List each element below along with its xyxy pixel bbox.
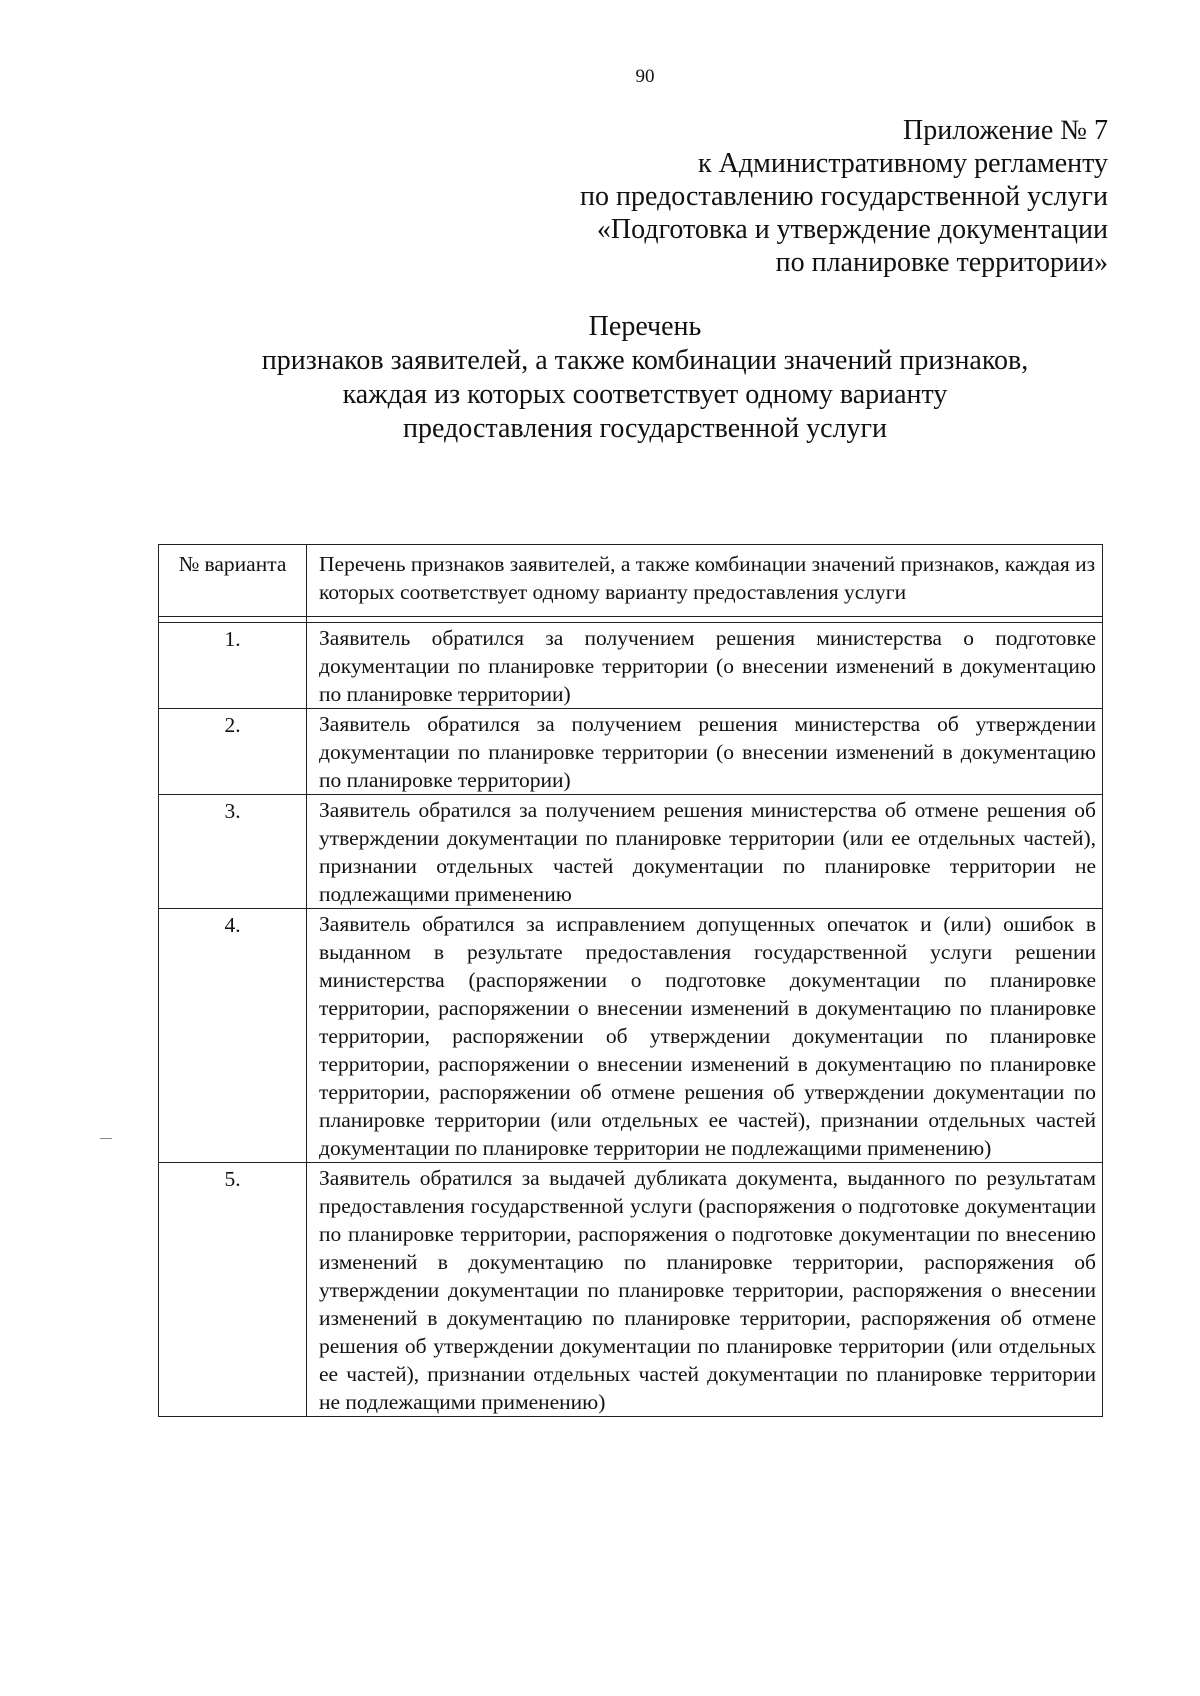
- variant-description: Заявитель обратился за исправлением допущенных опечаток и (или) ошибок в выданном в результате предоставления государственной услуги решении министерства (распоряжении о подготовке документации по планировке территории, распоряжении о внесении изменений в документацию по планировке территории, распоряжении об утверждении документации по планировке территории, распоряжении о внесении изменений в документацию по планировке территории, распоряжении об отмене решения об утверждении документации по планировке территории (или отдельных ее частей), признании отдельных частей документации по планировке территории не подлежащими применению): [307, 909, 1103, 1163]
- header-criteria-list: Перечень признаков заявителей, а также комбинации значений признаков, каждая из которых соответствует одному варианту предоставления услуги: [307, 545, 1103, 617]
- table-row: [159, 623, 1103, 709]
- table-row: [159, 709, 1103, 795]
- table-row: [159, 1163, 1103, 1417]
- scan-margin-mark: [100, 1138, 112, 1139]
- appendix-line: по предоставлению государственной услуги: [580, 181, 1108, 212]
- variant-number: 1.: [159, 623, 307, 709]
- title-line: признаков заявителей, а также комбинации значений признаков,: [261, 345, 1029, 376]
- document-title: [0, 310, 1200, 446]
- variant-description: Заявитель обратился за выдачей дубликата документа, выданного по результатам предоставления государственной услуги (распоряжения о подготовке документации по планировке территории, распоряжения о подготовке документации по внесению изменений в документацию по планировке территории, распоряжения об утверждении документации по планировке территории, распоряжения о внесении изменений в документацию по планировке территории, распоряжения об отмене решения об утверждении документации по планировке территории (или отдельных ее частей), признании отдельных частей документации по планировке территории не подлежащими применению): [307, 1163, 1103, 1417]
- variant-number: 5.: [159, 1163, 307, 1417]
- variant-number: 2.: [159, 709, 307, 795]
- table-row: [159, 795, 1103, 909]
- appendix-line: по планировке территории»: [775, 247, 1108, 278]
- page-number: 90: [635, 66, 655, 87]
- variant-number: 4.: [159, 909, 307, 1163]
- variant-number: 3.: [159, 795, 307, 909]
- variants-table: [158, 544, 1103, 1417]
- table-header-row: [159, 545, 1103, 617]
- appendix-heading: [580, 114, 1108, 279]
- table-row: [159, 909, 1103, 1163]
- title-line: каждая из которых соответствует одному варианту: [342, 379, 948, 410]
- appendix-line: Приложение № 7: [903, 115, 1108, 146]
- header-variant-number: № варианта: [159, 545, 307, 617]
- variant-description: Заявитель обратился за получением решения министерства о подготовке документации по планировке территории (о внесении изменений в документацию по планировке территории): [307, 623, 1103, 709]
- title-line: Перечень: [588, 311, 702, 342]
- title-line: предоставления государственной услуги: [403, 413, 887, 444]
- variant-description: Заявитель обратился за получением решения министерства об отмене решения об утверждении документации по планировке территории (или ее отдельных частей), признании отдельных частей документации по планировке территории не подлежащими применению: [307, 795, 1103, 909]
- variant-description: Заявитель обратился за получением решения министерства об утверждении документации по планировке территории (о внесении изменений в документацию по планировке территории): [307, 709, 1103, 795]
- appendix-line: «Подготовка и утверждение документации: [596, 214, 1108, 245]
- appendix-line: к Административному регламенту: [698, 148, 1108, 179]
